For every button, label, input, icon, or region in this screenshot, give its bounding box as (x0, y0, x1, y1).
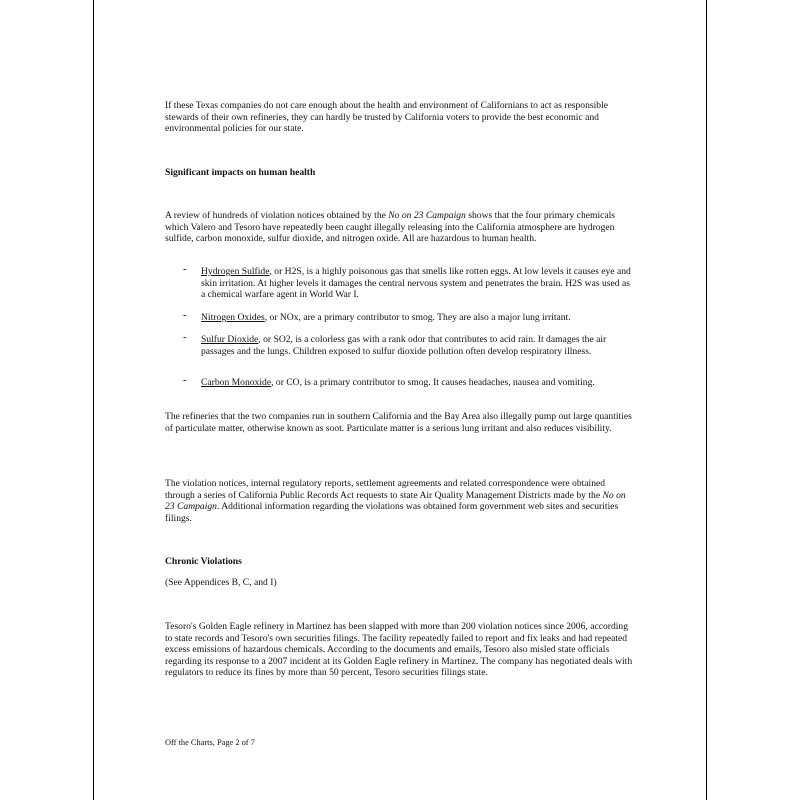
term-sulfur-dioxide: Sulfur Dioxide (201, 334, 259, 345)
appendix-note: (See Appendices B, C, and I) (165, 577, 277, 588)
page-footer: Off the Charts, Page 2 of 7 (165, 738, 255, 748)
section-heading-health: Significant impacts on human health (165, 167, 316, 178)
particulate-paragraph: The refineries that the two companies run in southern California and the Bay Area also illegally pump out large quantities of particulate matter, otherwise known as soot. Particulate matter is a serious lung irritant and also reduces visibility. (165, 411, 632, 434)
sources-paragraph: The violation notices, internal regulatory reports, settlement agreements and related correspondence were obtained through a series of California Public Records Act requests to state Air Quality Management Districts made by the No on 23 Campaign. Additional information regarding the violations was obtained form government web sites and securities filings. (165, 478, 626, 524)
bullet-dash: - (183, 331, 187, 343)
health-intro-paragraph: A review of hundreds of violation notices obtained by the No on 23 Campaign shows that the four primary chemicals which Valero and Tesoro have repeatedly been caught illegally releasing into the California atmosphere are hydrogen sulfide, carbon monoxide, sulfur dioxide, and nitrogen oxide. All are hazardous to human health. (165, 210, 616, 245)
bullet-dash: - (183, 374, 187, 386)
term-hydrogen-sulfide: Hydrogen Sulfide (201, 266, 270, 277)
term-nitrogen-oxides: Nitrogen Oxides (201, 312, 265, 323)
bullet-dash: - (183, 263, 187, 275)
section-heading-chronic: Chronic Violations (165, 556, 242, 567)
tesoro-paragraph: Tesoro's Golden Eagle refinery in Martinez has been slapped with more than 200 violation notices since 2006, according to state records and Tesoro's own securities filings. The facility repeatedly failed to report and fix leaks and had repeated excess emissions of hazardous chemicals. According to the documents and emails, Tesoro also misled state officials regarding its response to a 2007 incident at its Golden Eagle refinery in Martinez. The company has negotiated deals with regulators to reduce its fines by more than 50 percent, Tesoro securities filings state. (165, 621, 633, 679)
term-carbon-monoxide: Carbon Monoxide (201, 377, 272, 388)
intro-paragraph: If these Texas companies do not care enough about the health and environment of Californians to act as responsible stewards of their own refineries, they can hardly be trusted by California voters to provide the best economic and environmental policies for our state. (165, 100, 608, 135)
campaign-name: No on 23 Campaign (388, 210, 466, 221)
bullet-dash: - (183, 309, 187, 321)
campaign-name: No on 23 Campaign (165, 489, 626, 513)
